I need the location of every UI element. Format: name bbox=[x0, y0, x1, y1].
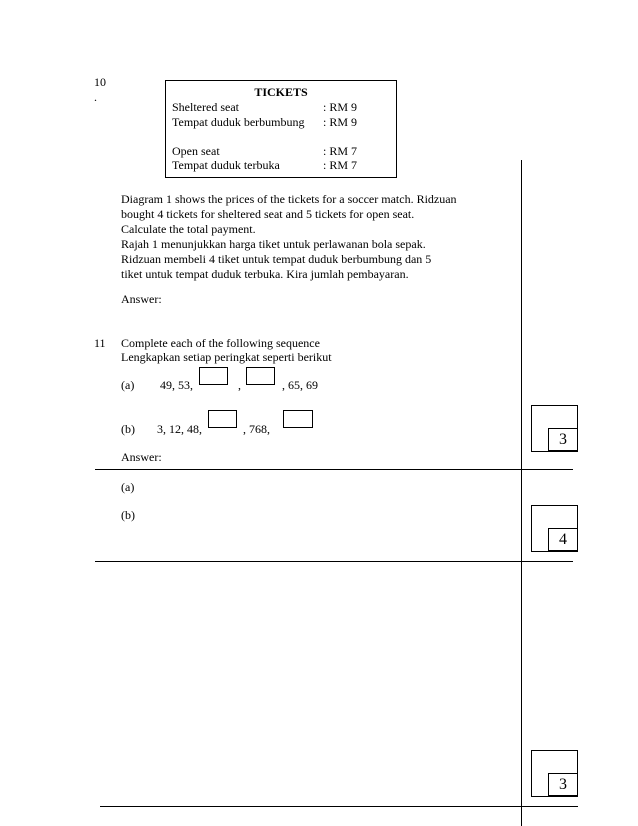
part-b-label: (b) bbox=[121, 422, 135, 436]
margin-vertical-line bbox=[521, 160, 522, 826]
ticket-label-terbuka: Tempat duduk terbuka bbox=[172, 158, 280, 172]
question-number-10: 10 bbox=[94, 75, 106, 89]
question-number-11: 11 bbox=[94, 336, 106, 350]
sequence-b-middle: , 768, bbox=[243, 422, 270, 436]
answer-part-a-label: (a) bbox=[121, 480, 135, 494]
ticket-price-terbuka: : RM 7 bbox=[323, 158, 358, 172]
answer-part-b-label: (b) bbox=[121, 508, 135, 522]
answer-label-11: Answer: bbox=[121, 450, 162, 464]
section-divider bbox=[95, 561, 573, 562]
question-text-line: Ridzuan membeli 4 tiket untuk tempat duduk berbumbung dan 5 bbox=[121, 252, 432, 266]
question-text-line: Diagram 1 shows the prices of the tickets for a soccer match. Ridzuan bbox=[121, 192, 457, 206]
marks-value-page: 3 bbox=[548, 773, 578, 796]
ticket-label-berbumbung: Tempat duduk berbumbung bbox=[172, 115, 305, 129]
sequence-a-blank-2[interactable] bbox=[246, 367, 275, 385]
part-a-label: (a) bbox=[121, 378, 135, 392]
page-bottom-line bbox=[100, 806, 578, 807]
ticket-price-sheltered: : RM 9 bbox=[323, 100, 358, 114]
ticket-price-open: : RM 7 bbox=[323, 144, 358, 158]
question-number-dot: . bbox=[94, 90, 97, 104]
sequence-a-end: , 65, 69 bbox=[282, 378, 318, 392]
tickets-price-box bbox=[165, 80, 397, 178]
ticket-label-open: Open seat bbox=[172, 144, 220, 158]
ticket-price-berbumbung: : RM 9 bbox=[323, 115, 358, 129]
tickets-title: TICKETS bbox=[254, 85, 308, 99]
question-text-line: Rajah 1 menunjukkan harga tiket untuk perlawanan bola sepak. bbox=[121, 237, 426, 251]
sequence-a-start: 49, 53, bbox=[160, 378, 193, 392]
answer-label-10: Answer: bbox=[121, 292, 162, 306]
sequence-b-start: 3, 12, 48, bbox=[157, 422, 202, 436]
question-10-text bbox=[121, 192, 457, 282]
question-text-line: Calculate the total payment. bbox=[121, 222, 256, 236]
section-divider bbox=[95, 469, 573, 470]
sequence-a-separator: , bbox=[238, 378, 241, 392]
question-text-line: bought 4 tickets for sheltered seat and 5 tickets for open seat. bbox=[121, 207, 415, 221]
marks-value-q11: 4 bbox=[548, 528, 578, 551]
question-11-instruction-ms: Lengkapkan setiap peringkat seperti berikut bbox=[121, 350, 332, 364]
sequence-a-blank-1[interactable] bbox=[199, 367, 228, 385]
question-text-line: tiket untuk tempat duduk terbuka. Kira jumlah pembayaran. bbox=[121, 267, 409, 281]
sequence-b-blank-1[interactable] bbox=[208, 410, 237, 428]
question-11-instruction-en: Complete each of the following sequence bbox=[121, 336, 320, 350]
ticket-label-sheltered: Sheltered seat bbox=[172, 100, 239, 114]
sequence-b-blank-2[interactable] bbox=[283, 410, 313, 428]
marks-value-q10: 3 bbox=[548, 428, 578, 451]
